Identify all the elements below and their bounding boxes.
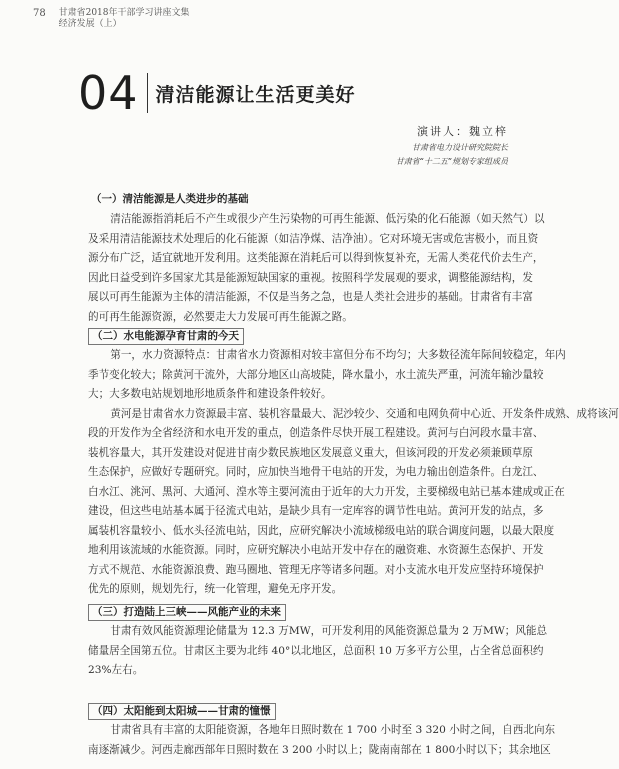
paragraph-line: 大；大多数电站规划地形地质条件和建设条件较好。 [88,388,332,400]
page-number: 78 [33,8,46,19]
paragraph-line: 甘肃省具有丰富的太阳能资源，各地年日照时数在 1 700 小时至 3 320 小时之间，自西北向东 [110,724,556,736]
chapter-number: 04 [78,66,139,120]
paragraph-line: 段的开发作为全省经济和水电开发的重点，创造条件尽快开展工程建设。黄河与白河段水量丰富、 [88,427,544,439]
paragraph-line: 地利用该流域的水能资源。同时，应研究解决小电站开发中存在的融资难、水资源生态保护、开发 [88,544,544,556]
paragraph-line: 第一，水力资源特点：甘肃省水力资源相对较丰富但分布不均匀；大多数径流年际间较稳定，年内 [110,349,566,361]
header-lines [59,8,190,30]
chapter-title: 清洁能源让生活更美好 [155,83,356,106]
chapter-heading [78,66,356,120]
paragraph-line: 黄河是甘肃省水力资源最丰富、装机容量最大、泥沙较少、交通和电网负荷中心近、开发条件成熟、成将该河 [110,407,619,420]
paragraph-line: 因此日益受到许多国家尤其是能源短缺国家的重视。按照科学发展观的要求，调整能源结构，发 [88,271,533,284]
section-body-4 [88,721,556,760]
paragraph-line: 属装机容量较小、低水头径流电站，因此，应研究解决小流域梯级电站的联合调度问题，以最大限度 [88,524,555,537]
speaker-affiliation-2: 甘肃省“十二五”规划专家组成员 [395,157,508,166]
paragraph-line: 优先的原则，规划先行，统一化管理，避免无序开发。 [88,583,343,595]
paragraph-line: 源分布广泛，适宜就地开发利用。这类能源在消耗后可以得到恢复补充，无需人类花代价去生产， [88,252,544,264]
header-line-1: 甘肃省2018年干部学习讲座文集 [58,8,190,18]
paragraph-line: 储量居全国第五位。甘肃区主要为北纬 40°以北地区，总面积 10 万多平方公里，占全省总面积约 [88,644,544,657]
paragraph-line: 南逐渐减少。河西走廊西部年日照时数在 3 200 小时以上；陇南南部在 1 800小时以下；其余地区 [88,743,551,756]
section-body-3 [88,622,548,681]
paragraph-line: 23%左右。 [88,664,144,676]
paragraph-line: 方式不规范、水能资源浪费、跑马圈地、管理无序等诸多问题。对小支流水电开发应坚持环境保护 [88,563,544,576]
paragraph-line: 及采用清洁能源技术处理后的化石能源（如洁净煤、洁净油）。它对环境无害或危害极小，而且资 [88,232,539,245]
paragraph-line: 建设，但这些电站基本属于径流式电站，是缺少具有一定库容的调节性电站。黄河开发的站点，多 [88,505,544,517]
section-heading-2: （二）水电能源孕育甘肃的今天 [88,328,244,345]
paragraph-line: 生态保护，应做好专题研究。同时，应加快当地骨干电站的开发，为电力输出创造条件。白龙江、 [88,466,544,478]
running-header [33,8,190,30]
section-heading-3: （三）打造陆上三峡——风能产业的未来 [88,604,286,621]
speaker-name: 演讲人：魏立梓 [417,125,508,138]
paragraph-line: 展以可再生能源为主体的清洁能源，不仅是当务之急，也是人类社会进步的基础。甘肃省有丰富 [88,291,533,303]
paragraph-line: 的可再生能源资源，必然要走大力发展可再生能源之路。 [88,310,353,323]
paragraph-line: 白水江、洮河、黑河、大通河、湟水等主要河流由于近年的大力开发，主要梯级电站已基本建成或正在 [88,485,565,498]
speaker-affiliation-1: 甘肃省电力设计研究院院长 [412,143,508,152]
chapter-divider [147,73,148,113]
paragraph-line: 季节变化较大；除黄河干流外，大部分地区山高坡陡，降水量小，水土流失严重，河流年输沙量较 [88,368,544,381]
paragraph-line: 甘肃有效风能资源理论储量为 12.3 万MW，可开发利用的风能资源总量为 2 万MW；风能总 [110,625,548,637]
section-body-1 [88,210,545,327]
paragraph-line: 装机容量大，其开发建设对促进甘南少数民族地区发展意义重大，但该河段的开发必须兼顾草原 [88,446,533,459]
section-heading-4: （四）太阳能到太阳城——甘肃的憧憬 [88,703,276,720]
header-line-2: 经济发展（上） [58,19,122,29]
section-body-2 [88,346,619,600]
paragraph-line: 清洁能源指消耗后不产生或很少产生污染物的可再生能源、低污染的化石能源（如天然气）以 [110,213,545,225]
section-heading-1: （一）清洁能源是人类进步的基础 [91,193,249,205]
